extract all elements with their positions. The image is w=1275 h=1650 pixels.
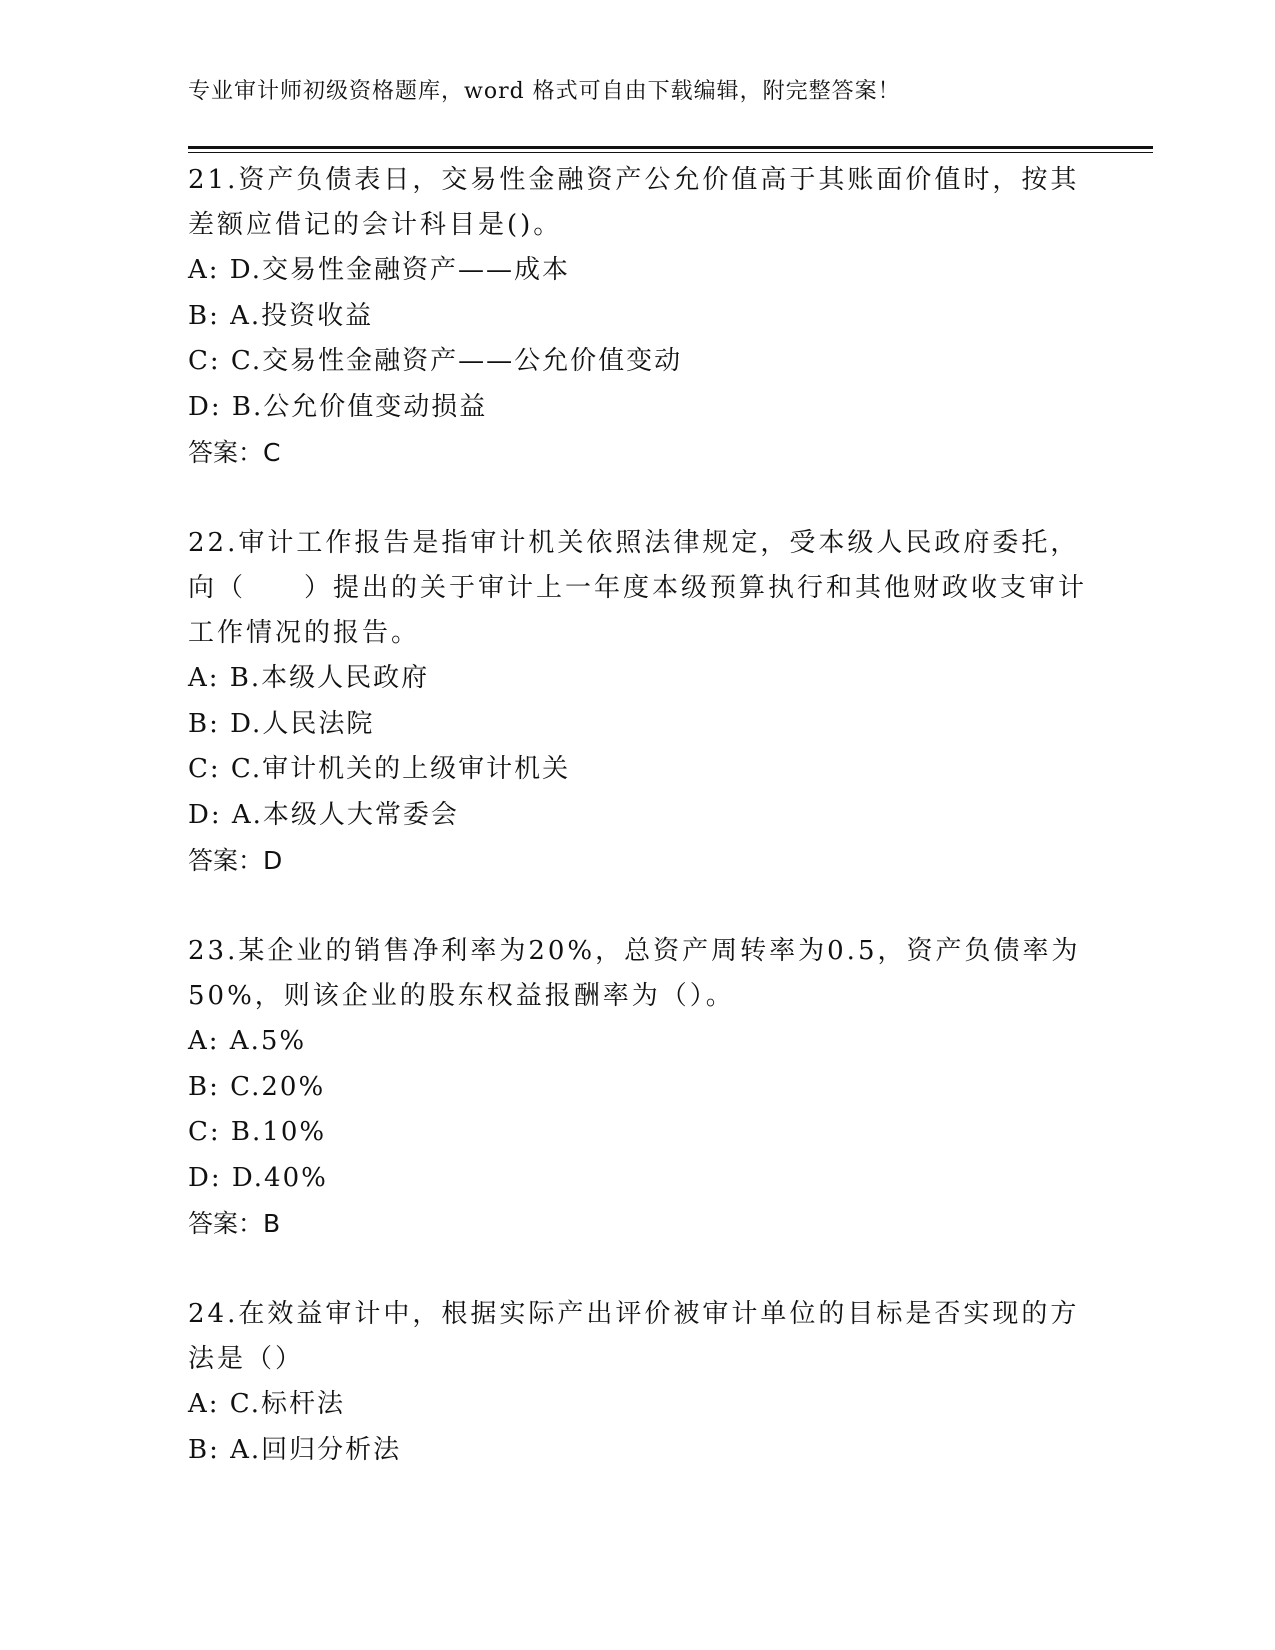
option-b: B: A.投资收益 xyxy=(188,300,374,331)
option-d: D: D.40% xyxy=(188,1162,328,1193)
page-header: 专业审计师初级资格题库，word 格式可自由下载编辑，附完整答案！ xyxy=(188,79,901,104)
option-a: A: B.本级人民政府 xyxy=(188,663,430,693)
option-b: B: D.人民法院 xyxy=(188,708,375,739)
option-c: C: C.交易性金融资产——公允价值变动 xyxy=(188,346,683,376)
option-d: D: B.公允价值变动损益 xyxy=(188,391,488,422)
question-list xyxy=(188,158,1088,1473)
option-b: B: A.回归分析法 xyxy=(188,1434,402,1465)
question-spacer xyxy=(188,883,1088,929)
answer-line: 答案：B xyxy=(188,1209,281,1238)
option-d: D: A.本级人大常委会 xyxy=(188,799,459,830)
header-divider-thin xyxy=(188,152,1153,153)
option-b: B: C.20% xyxy=(188,1071,326,1102)
question-spacer xyxy=(188,475,1088,521)
question-24 xyxy=(188,1292,1088,1473)
question-stem: 23.某企业的销售净利率为20%，总资产周转率为0.5，资产负债率为50%，则该企业的股东权益报酬率为（）。 xyxy=(188,936,1081,1011)
question-stem: 24.在效益审计中，根据实际产出评价被审计单位的目标是否实现的方法是（） xyxy=(188,1299,1080,1374)
question-23 xyxy=(188,929,1088,1246)
question-21 xyxy=(188,158,1088,475)
question-stem: 22.审计工作报告是指审计机关依照法律规定，受本级人民政府委托，向（ ）提出的关于审计上一年度本级预算执行和其他财政收支审计工作情况的报告。 xyxy=(188,528,1088,648)
question-22 xyxy=(188,521,1088,883)
question-stem: 21.资产负债表日，交易性金融资产公允价值高于其账面价值时，按其差额应借记的会计科目是()。 xyxy=(188,165,1080,240)
question-spacer xyxy=(188,1246,1088,1292)
option-a: A: C.标杆法 xyxy=(188,1389,346,1419)
answer-line: 答案：C xyxy=(188,438,281,467)
option-a: A: D.交易性金融资产——成本 xyxy=(188,255,570,285)
option-a: A: A.5% xyxy=(188,1026,307,1056)
option-c: C: C.审计机关的上级审计机关 xyxy=(188,754,571,784)
answer-line: 答案：D xyxy=(188,846,283,875)
header-divider-thick xyxy=(188,146,1153,149)
option-c: C: B.10% xyxy=(188,1117,327,1147)
